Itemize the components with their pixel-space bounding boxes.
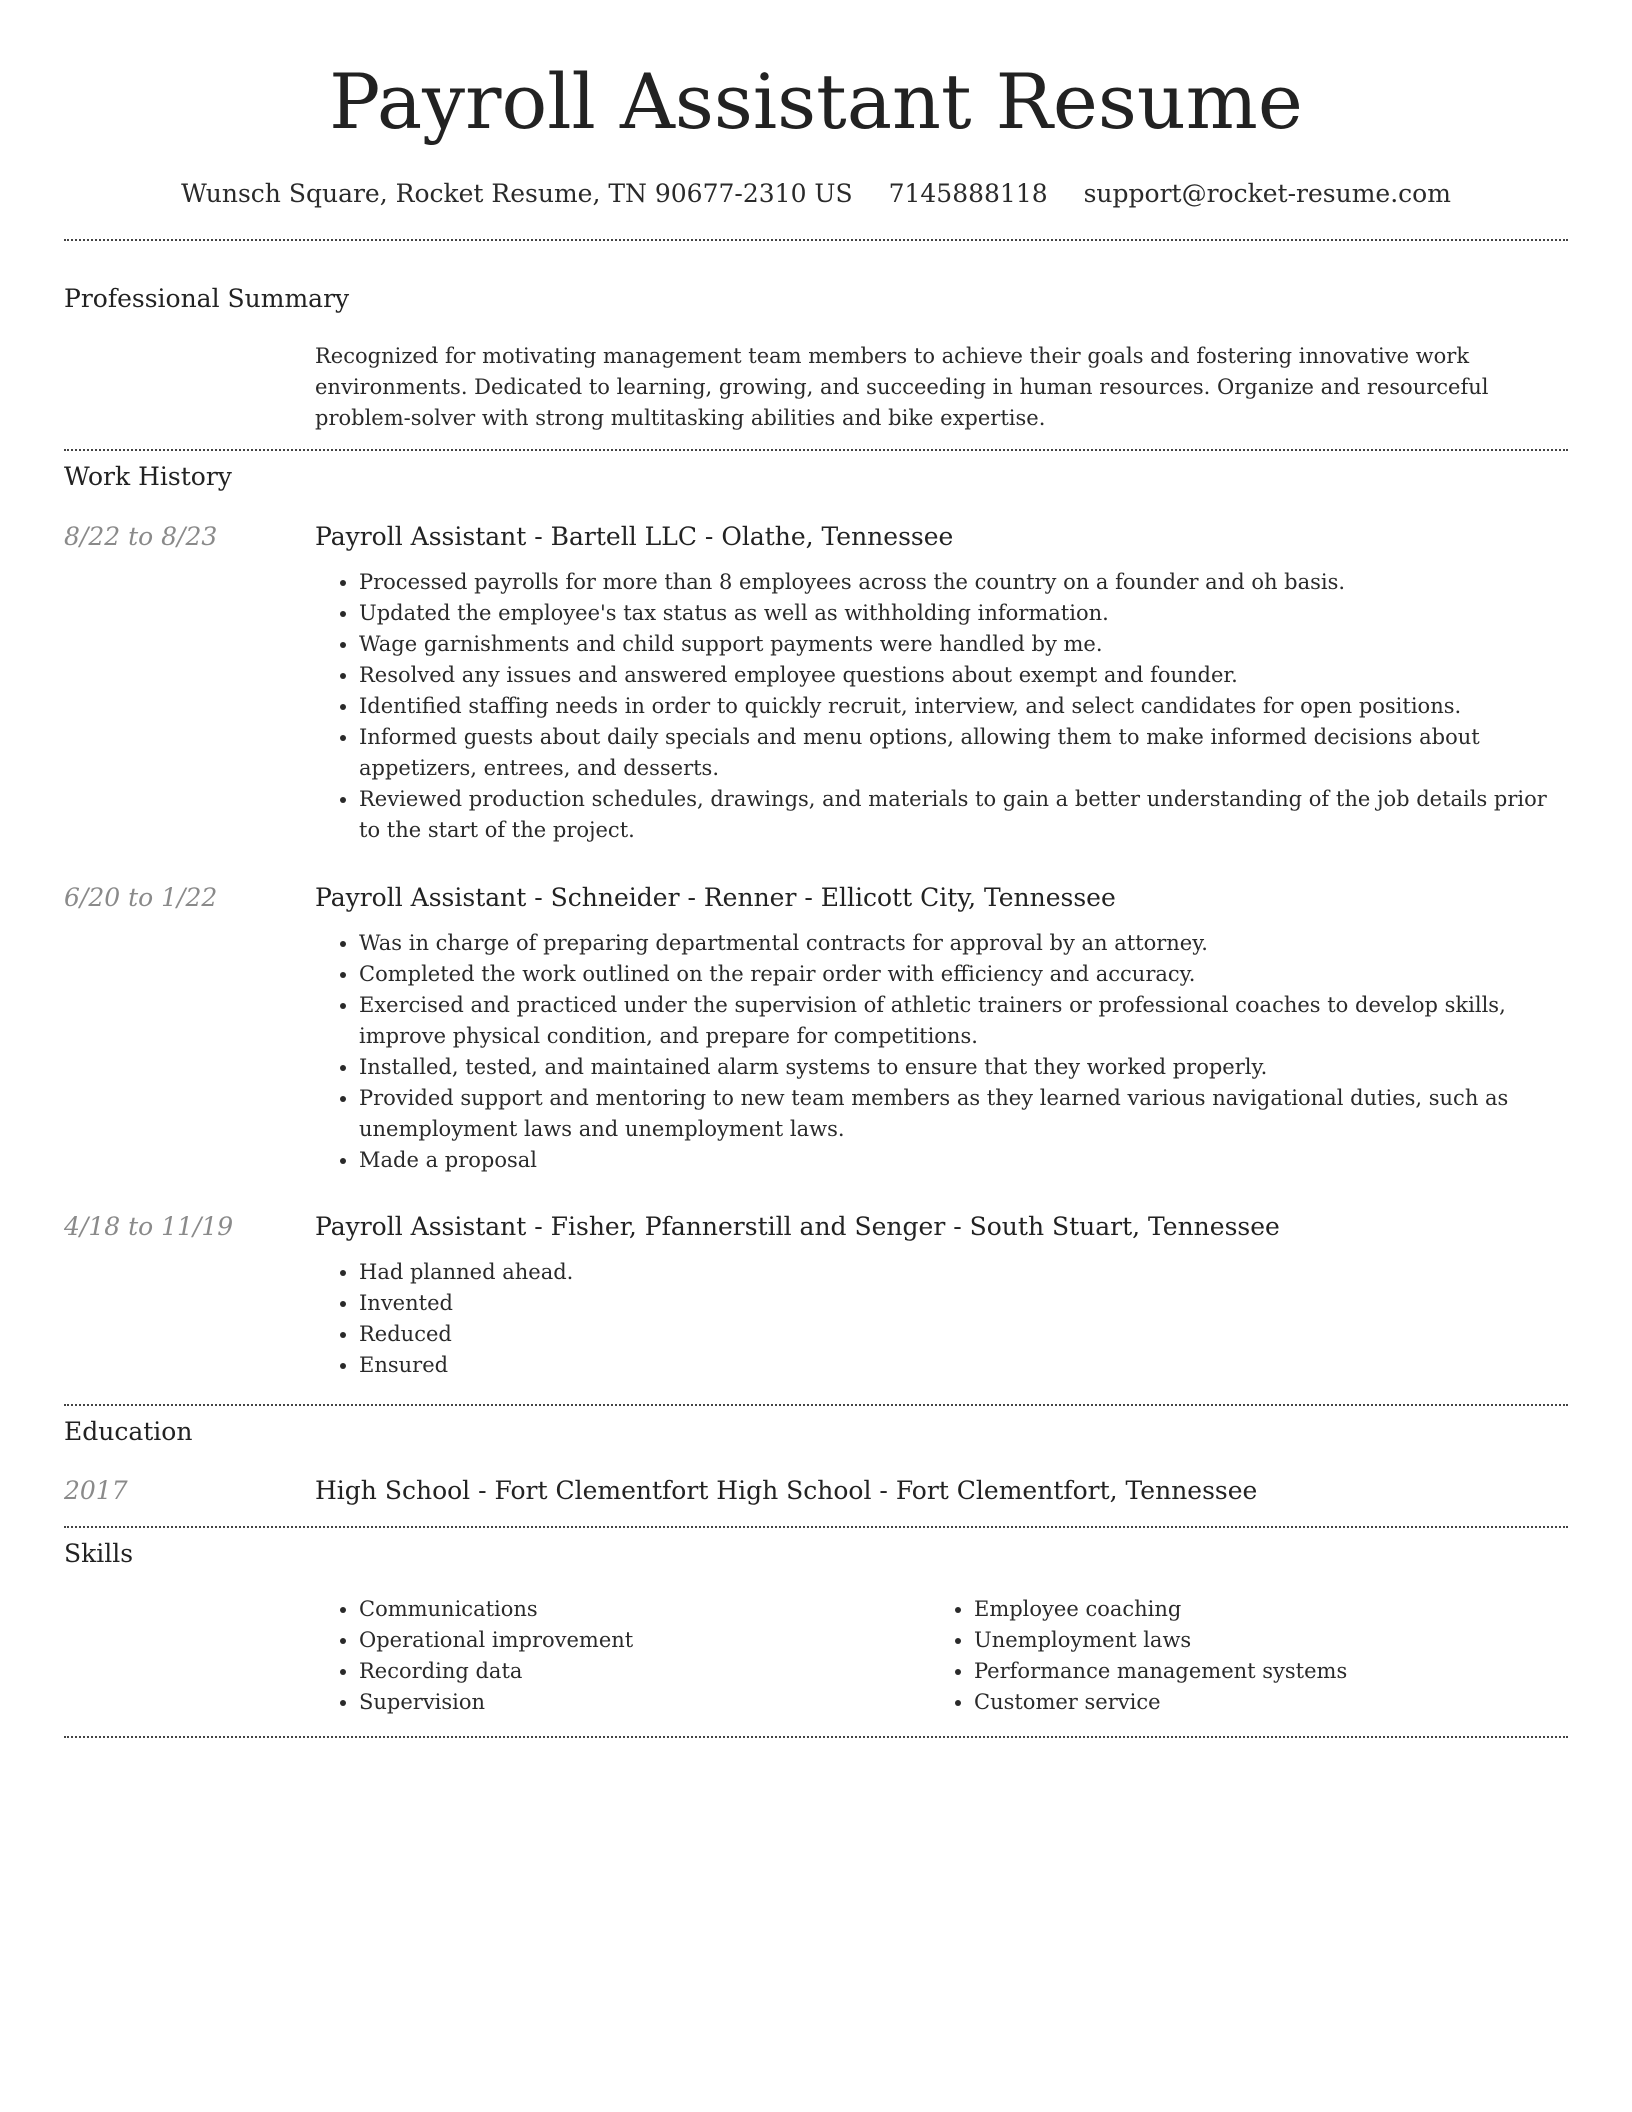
job-bullets [315,1257,1568,1381]
job-bullet: • Exercised and practiced under the supervision of athletic trainers or professional coaches to develop skills, improve physical condition, and prepare for competitions. [359,990,1568,1052]
skills-bullets [930,1594,1545,1718]
skill-item: • Employee coaching [974,1594,1545,1625]
education-entry: High School - Fort Clementfort High School - Fort Clementfort, Tennessee [315,1476,1258,1505]
job-bullet: • Identified staffing needs in order to quickly recruit, interview, and select candidates for open positions. [359,691,1568,722]
job-bullet: • Processed payrolls for more than 8 employees across the country on a founder and oh basis. [359,567,1568,598]
skill-item: • Supervision [359,1687,930,1718]
skills-grid [315,1594,1568,1718]
job-bullet: • Provided support and mentoring to new team members as they learned various navigational duties, such as unemployment laws and unemployment laws. [359,1083,1568,1145]
job-bullet: • Installed, tested, and maintained alarm systems to ensure that they worked properly. [359,1052,1568,1083]
job-entry [315,519,1568,846]
job-bullet: • Made a proposal [359,1145,1568,1176]
divider-skills [64,1736,1568,1738]
divider-work [64,1404,1568,1406]
resume-header [64,50,1568,212]
section-title-education: Education [64,1417,193,1446]
section-title-skills: Skills [64,1539,134,1568]
job-title: Payroll Assistant - Bartell LLC - Olathe, Tennessee [315,522,954,551]
job-dates: 4/18 to 11/19 [64,1212,234,1241]
divider-education [64,1526,1568,1528]
skill-item: • Performance management systems [974,1656,1545,1687]
job-bullet: • Updated the employee's tax status as well as withholding information. [359,598,1568,629]
job-bullet: • Reduced [359,1319,1568,1350]
job-bullet: • Informed guests about daily specials and menu options, allowing them to make informed decisions about appetizers, entrees, and desserts. [359,722,1568,784]
job-bullets [315,928,1568,1176]
skills-bullets [315,1594,930,1718]
job-bullet: • Completed the work outlined on the repair order with efficiency and accuracy. [359,959,1568,990]
section-title-summary: Professional Summary [64,284,350,313]
section-title-work: Work History [64,462,232,491]
job-bullets [315,567,1568,846]
skills-list [315,1594,1568,1718]
job-title: Payroll Assistant - Schneider - Renner - Ellicott City, Tennessee [315,883,1116,912]
divider-header [64,239,1568,241]
job-bullet: • Reviewed production schedules, drawings, and materials to gain a better understanding of the job details prior to the start of the project. [359,784,1568,846]
job-entry [315,1209,1568,1381]
job-dates: 8/22 to 8/23 [64,522,218,551]
job-bullet: • Wage garnishments and child support payments were handled by me. [359,629,1568,660]
contact-address: Wunsch Square, Rocket Resume, TN 90677-2310 US [181,179,853,208]
skill-item: • Unemployment laws [974,1625,1545,1656]
job-bullet: • Had planned ahead. [359,1257,1568,1288]
skill-item: • Recording data [359,1656,930,1687]
job-title: Payroll Assistant - Fisher, Pfannerstill and Senger - South Stuart, Tennessee [315,1212,1280,1241]
summary-text: Recognized for motivating management team members to achieve their goals and fostering innovative work environments. Dedicated to learning, growing, and succeeding in human resources. Organize and resourceful problem-solver with strong multitasking abilities and bike expertise. [315,344,1489,430]
job-dates: 6/20 to 1/22 [64,883,218,912]
skill-item: • Communications [359,1594,930,1625]
skills-column-left [315,1594,930,1718]
education-year: 2017 [64,1476,128,1505]
job-bullet: • Resolved any issues and answered employee questions about exempt and founder. [359,660,1568,691]
job-bullet: • Was in charge of preparing departmental contracts for approval by an attorney. [359,928,1568,959]
contact-line [64,176,1568,212]
skill-item: • Customer service [974,1687,1545,1718]
skills-column-right [930,1594,1545,1718]
resume-title: Payroll Assistant Resume [329,57,1303,146]
job-bullet: • Ensured [359,1350,1568,1381]
job-bullet: • Invented [359,1288,1568,1319]
skill-item: • Operational improvement [359,1625,930,1656]
divider-summary [64,449,1568,451]
contact-phone: 7145888118 [888,179,1048,208]
job-entry [315,880,1568,1176]
contact-email: support@rocket-resume.com [1083,179,1451,208]
